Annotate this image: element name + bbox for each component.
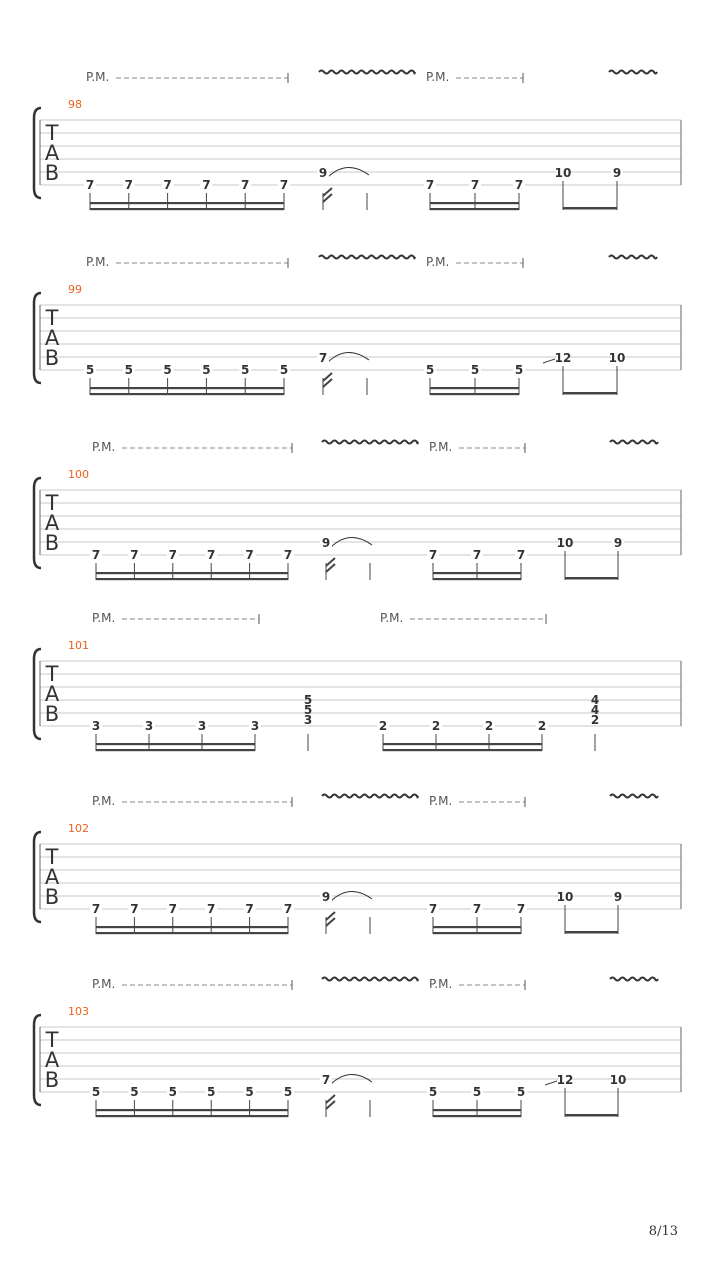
vibrato-wave — [319, 71, 415, 74]
chord-fret-number: 4 — [590, 693, 600, 707]
palm-mute-label: P.M. — [86, 70, 110, 84]
slide-line — [543, 359, 555, 363]
fret-number: 5 — [168, 1085, 177, 1099]
tab-clef-letter: T — [45, 662, 59, 686]
fret-number: 5 — [514, 363, 524, 377]
tab-systems — [34, 70, 681, 1117]
fret-number: 7 — [163, 178, 172, 192]
fret-number: 2 — [537, 719, 547, 733]
palm-mute-label: P.M. — [429, 440, 453, 454]
fret-number: 7 — [428, 902, 438, 916]
fret-number: 5 — [279, 363, 289, 377]
fret-number: 5 — [245, 1085, 254, 1099]
fret-number: 5 — [207, 1085, 216, 1099]
fret-number: 7 — [425, 178, 435, 192]
tab-clef-letter: A — [44, 141, 60, 165]
grace-flag — [326, 912, 335, 926]
chord-fret-number: 3 — [303, 713, 313, 727]
beam-primary — [563, 392, 617, 395]
grace-flag — [326, 558, 335, 572]
beam-secondary — [96, 1115, 288, 1117]
fret-number: 7 — [245, 902, 254, 916]
fret-number: 10 — [608, 351, 626, 365]
fret-number: 7 — [470, 178, 480, 192]
tab-system-100 — [34, 440, 681, 580]
fret-number: 9 — [613, 536, 623, 550]
vibrato-wave — [322, 978, 418, 981]
beam-secondary — [433, 1115, 521, 1117]
beam-secondary — [433, 932, 521, 934]
fret-number: 5 — [85, 363, 95, 377]
fret-number: 7 — [202, 178, 211, 192]
fret-number: 7 — [168, 902, 177, 916]
tab-clef-letter: A — [44, 326, 60, 350]
beam-primary — [90, 387, 284, 389]
beam-primary — [96, 926, 288, 928]
beam-secondary — [90, 208, 284, 210]
beam-primary — [430, 387, 519, 389]
palm-mute-label: P.M. — [426, 255, 450, 269]
fret-number: 7 — [428, 548, 438, 562]
tab-clef-letter: A — [44, 682, 60, 706]
beam-primary — [433, 926, 521, 928]
measure-number: 102 — [68, 822, 89, 835]
chord-fret-number: 2 — [590, 713, 600, 727]
tab-clef-letter: B — [44, 531, 60, 555]
fret-number: 9 — [321, 536, 331, 550]
beam-primary — [433, 572, 521, 574]
fret-number: 5 — [283, 1085, 293, 1099]
grace-flag — [323, 188, 332, 202]
fret-number: 5 — [241, 363, 250, 377]
fret-number: 7 — [91, 902, 101, 916]
beam-primary — [90, 202, 284, 204]
palm-mute-label: P.M. — [92, 611, 116, 625]
fret-number: 7 — [124, 178, 133, 192]
tab-clef-letter: T — [45, 491, 59, 515]
palm-mute-label: P.M. — [92, 794, 116, 808]
fret-number: 5 — [472, 1085, 482, 1099]
beam-primary — [565, 1114, 618, 1117]
vibrato-wave — [610, 795, 658, 798]
fret-number: 5 — [130, 1085, 139, 1099]
palm-mute-label: P.M. — [429, 977, 453, 991]
beam-primary — [96, 572, 288, 574]
fret-number: 9 — [613, 890, 623, 904]
beam-secondary — [430, 208, 519, 210]
fret-number: 7 — [472, 902, 482, 916]
fret-number: 5 — [163, 363, 172, 377]
fret-number: 7 — [207, 902, 216, 916]
fret-number: 5 — [470, 363, 480, 377]
beam-secondary — [383, 749, 542, 751]
tab-clef-letter: A — [44, 1048, 60, 1072]
measure-number: 101 — [68, 639, 89, 652]
fret-number: 3 — [144, 719, 154, 733]
chord-fret-number: 4 — [590, 703, 600, 717]
measure-number: 103 — [68, 1005, 89, 1018]
vibrato-wave — [322, 795, 418, 798]
grace-flag — [323, 373, 332, 387]
fret-number: 7 — [516, 902, 526, 916]
fret-number: 7 — [91, 548, 101, 562]
fret-number: 7 — [472, 548, 482, 562]
fret-number: 7 — [168, 548, 177, 562]
tab-clef-letter: A — [44, 511, 60, 535]
measure-number: 98 — [68, 98, 82, 111]
fret-number: 9 — [321, 890, 331, 904]
fret-number: 7 — [514, 178, 524, 192]
beam-primary — [563, 207, 617, 210]
fret-number: 7 — [245, 548, 254, 562]
vibrato-wave — [610, 978, 658, 981]
fret-number: 5 — [425, 363, 435, 377]
tab-clef-letter: B — [44, 161, 60, 185]
fret-number: 9 — [612, 166, 622, 180]
fret-number: 2 — [431, 719, 441, 733]
fret-number: 7 — [130, 902, 139, 916]
fret-number: 7 — [85, 178, 95, 192]
fret-number: 2 — [484, 719, 494, 733]
measure-number: 100 — [68, 468, 89, 481]
fret-number: 12 — [554, 351, 572, 365]
beam-primary — [430, 202, 519, 204]
fret-number: 10 — [556, 890, 574, 904]
beam-primary — [565, 577, 618, 580]
palm-mute-label: P.M. — [380, 611, 404, 625]
vibrato-wave — [319, 256, 415, 259]
fret-number: 7 — [283, 548, 293, 562]
beam-secondary — [96, 578, 288, 580]
beam-secondary — [90, 393, 284, 395]
fret-number: 7 — [516, 548, 526, 562]
tab-clef-letter: B — [44, 885, 60, 909]
tab-clef-letter: B — [44, 702, 60, 726]
vibrato-wave — [322, 441, 418, 444]
slide-line — [545, 1081, 557, 1085]
tab-clef-letter: A — [44, 865, 60, 889]
fret-number: 3 — [197, 719, 207, 733]
palm-mute-label: P.M. — [92, 440, 116, 454]
fret-number: 7 — [241, 178, 250, 192]
page-number: 8/13 — [648, 1224, 678, 1239]
measure-number: 99 — [68, 283, 82, 296]
fret-number: 3 — [91, 719, 101, 733]
fret-number: 10 — [556, 536, 574, 550]
fret-number: 7 — [279, 178, 289, 192]
fret-number: 10 — [554, 166, 572, 180]
tab-system-102 — [34, 794, 681, 934]
beam-primary — [383, 743, 542, 745]
fret-number: 7 — [130, 548, 139, 562]
palm-mute-label: P.M. — [426, 70, 450, 84]
tab-clef-letter: T — [45, 121, 59, 145]
fret-number: 7 — [207, 548, 216, 562]
tab-system-103 — [34, 977, 681, 1117]
beam-secondary — [433, 578, 521, 580]
beam-secondary — [96, 749, 255, 751]
vibrato-wave — [610, 441, 658, 444]
tab-clef-letter: T — [45, 845, 59, 869]
grace-flag — [326, 1095, 335, 1109]
palm-mute-label: P.M. — [429, 794, 453, 808]
vibrato-wave — [609, 256, 657, 259]
fret-number: 5 — [124, 363, 133, 377]
vibrato-wave — [609, 71, 657, 74]
tab-clef-letter: T — [45, 306, 59, 330]
beam-primary — [96, 743, 255, 745]
tab-system-99 — [34, 255, 681, 395]
fret-number: 2 — [378, 719, 388, 733]
fret-number: 5 — [202, 363, 211, 377]
palm-mute-label: P.M. — [92, 977, 116, 991]
beam-primary — [433, 1109, 521, 1111]
fret-number: 7 — [283, 902, 293, 916]
tab-clef-letter: B — [44, 1068, 60, 1092]
fret-number: 5 — [516, 1085, 526, 1099]
fret-number: 5 — [428, 1085, 438, 1099]
fret-number: 9 — [318, 166, 328, 180]
tab-clef-letter: B — [44, 346, 60, 370]
beam-primary — [96, 1109, 288, 1111]
fret-number: 5 — [91, 1085, 101, 1099]
beam-secondary — [96, 932, 288, 934]
tab-system-101 — [34, 611, 681, 751]
chord-fret-number: 5 — [303, 703, 313, 717]
fret-number: 3 — [250, 719, 260, 733]
tab-clef-letter: T — [45, 1028, 59, 1052]
beam-primary — [565, 931, 618, 934]
fret-number: 7 — [321, 1073, 331, 1087]
beam-secondary — [430, 393, 519, 395]
fret-number: 10 — [609, 1073, 627, 1087]
palm-mute-label: P.M. — [86, 255, 110, 269]
fret-number: 12 — [556, 1073, 574, 1087]
tab-system-98 — [34, 70, 681, 210]
fret-number: 7 — [318, 351, 328, 365]
chord-fret-number: 5 — [303, 693, 313, 707]
